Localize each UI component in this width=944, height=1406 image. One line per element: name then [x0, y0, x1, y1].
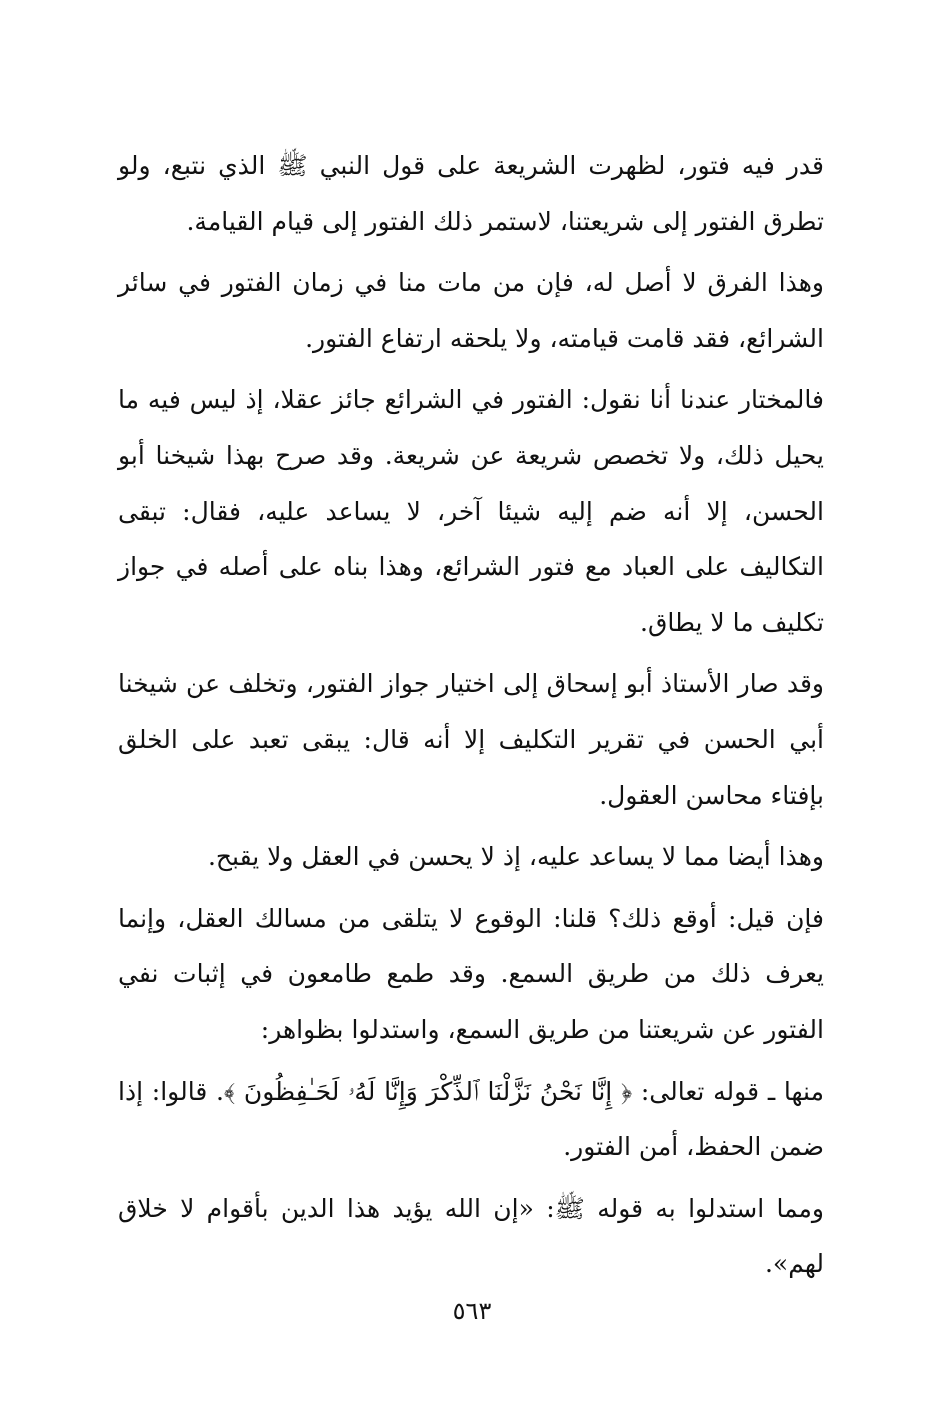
page-body-text	[118, 138, 824, 1298]
paragraph: فإن قيل: أوقع ذلك؟ قلنا: الوقوع لا يتلقى من مسالك العقل، وإنما يعرف ذلك من طريق السمع. وقد طمع طامعون في إثبات نفي الفتور عن شريعتنا من طريق السمع، واستدلوا بظواهر:	[118, 903, 824, 1044]
paragraph: فالمختار عندنا أنا نقول: الفتور في الشرائع جائز عقلا، إذ ليس فيه ما يحيل ذلك، ولا تخصص شريعة عن شريعة. وقد صرح بهذا شيخنا أبو الحسن، إلا أنه ضم إليه شيئا آخر، لا يساعد عليه، فقال: تبقى التكاليف على العباد مع فتور الشرائع، وهذا بناه على أصله في جواز تكليف ما لا يطاق.	[118, 385, 824, 637]
paragraph: وقد صار الأستاذ أبو إسحاق إلى اختيار جواز الفتور، وتخلف عن شيخنا أبي الحسن في تقرير التكليف إلا أنه قال: يبقى تعبد على الخلق بإفتاء محاسن العقول.	[118, 669, 824, 810]
paragraph: قدر فيه فتور، لظهرت الشريعة على قول النبي ﷺ الذي نتبع، ولو تطرق الفتور إلى شريعتنا، لاستمر ذلك الفتور إلى قيام القيامة.	[118, 151, 824, 236]
paragraph: وهذا أيضا مما لا يساعد عليه، إذ لا يحسن في العقل ولا يقبح.	[207, 842, 824, 872]
paragraph: وهذا الفرق لا أصل له، فإن من مات منا في زمان الفتور في سائر الشرائع، فقد قامت قيامته، ولا يلحقه ارتفاع الفتور.	[118, 268, 824, 353]
page-number: ٥٦٣	[452, 1297, 492, 1325]
paragraph-quran-citation: منها ـ قوله تعالى: ﴿ إِنَّا نَحْنُ نَزَّلْنَا ٱلذِّكْرَ وَإِنَّا لَهُۥ لَحَـٰفِظُونَ ﴾. قالوا: إذا ضمن الحفظ، أمن الفتور.	[118, 1076, 824, 1162]
paragraph-hadith-citation: ومما استدلوا به قوله ﷺ: «إن الله يؤيد هذا الدين بأقوام لا خلاق لهم».	[118, 1193, 824, 1279]
